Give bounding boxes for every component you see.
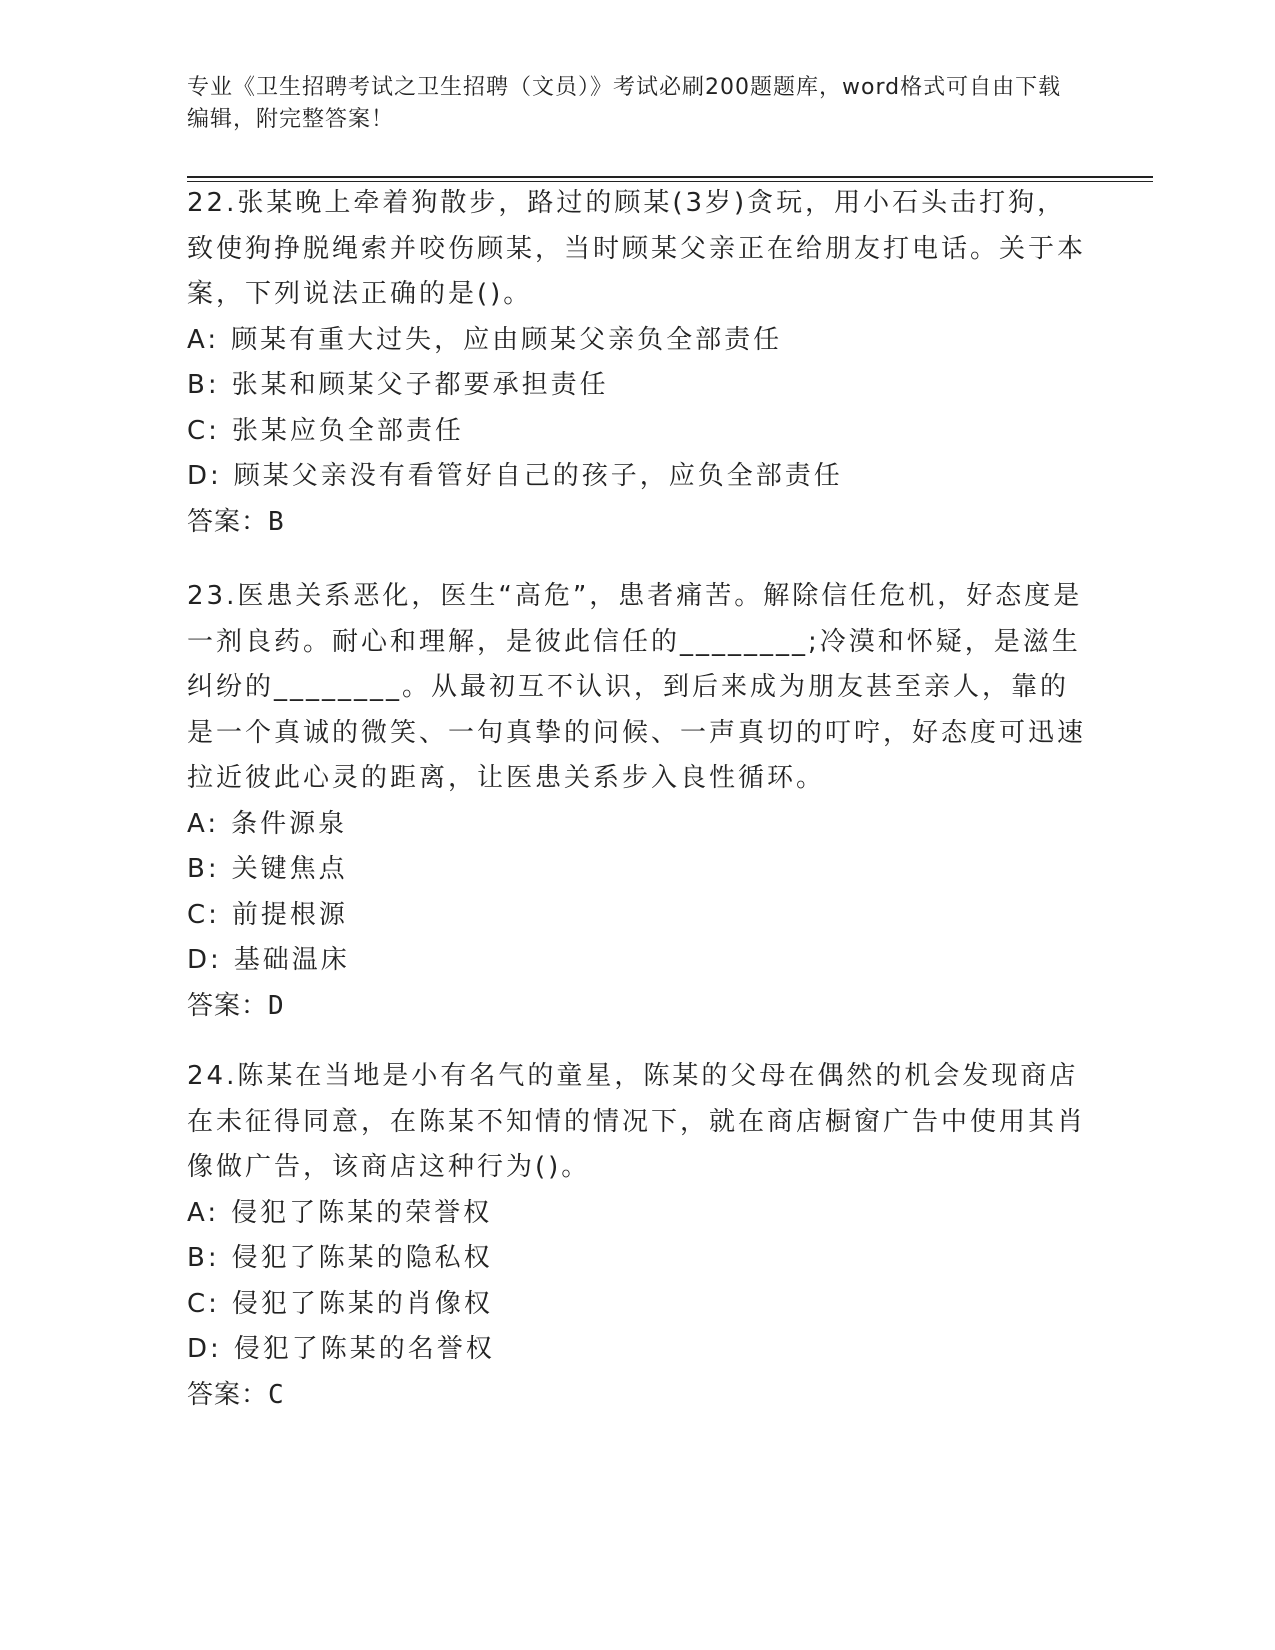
option-b [187, 1236, 1087, 1282]
option-a [187, 1191, 1087, 1237]
option-b [187, 363, 1087, 409]
header-divider-thick [187, 176, 1153, 178]
question-24 [187, 1054, 1087, 1418]
document-header: 专业《卫生招聘考试之卫生招聘（文员）》考试必刷200题题库，word格式可自由下载编辑，附完整答案！ [187, 75, 1062, 132]
option-text: 张某应负全部责任 [231, 415, 464, 446]
option-c [187, 409, 1087, 455]
option-key: C: [187, 415, 220, 446]
option-a [187, 318, 1087, 364]
option-c [187, 893, 1087, 939]
option-b [187, 847, 1087, 893]
option-key: D: [187, 945, 222, 975]
question-text: 23.医患关系恶化，医生“高危”，患者痛苦。解除信任危机，好态度是一剂良药。耐心和理解，是彼此信任的________;冷漠和怀疑，是滋生纠纷的________。从最初互不认识，到后来成为朋友甚至亲人，靠的是一个真诚的微笑、一句真挚的问候、一声真切的叮咛，好态度可迅速拉近彼此心灵的距离，让医患关系步入良性循环。 [187, 581, 1087, 793]
option-text: 顾某父亲没有看管好自己的孩子，应负全部责任 [233, 461, 843, 491]
answer-label: 答案： [187, 506, 269, 537]
option-key: B: [187, 854, 220, 884]
option-d [187, 938, 1087, 984]
option-d [187, 1327, 1087, 1373]
option-text: 侵犯了陈某的名誉权 [233, 1334, 495, 1364]
option-key: C: [187, 899, 220, 930]
option-key: B: [187, 1243, 220, 1273]
option-a [187, 802, 1087, 848]
option-key: A: [187, 324, 220, 355]
question-22 [187, 181, 1087, 545]
option-text: 侵犯了陈某的荣誉权 [231, 1197, 493, 1228]
answer-label: 答案： [187, 990, 269, 1021]
option-c [187, 1282, 1087, 1328]
option-d [187, 454, 1087, 500]
question-text: 24.陈某在当地是小有名气的童星，陈某的父母在偶然的机会发现商店在未征得同意，在陈某不知情的情况下，就在商店橱窗广告中使用其肖像做广告，该商店这种行为()。 [187, 1061, 1087, 1182]
answer-label: 答案： [187, 1379, 269, 1410]
option-text: 顾某有重大过失，应由顾某父亲负全部责任 [231, 324, 783, 355]
option-text: 条件源泉 [231, 808, 348, 839]
answer-line [187, 500, 1087, 546]
option-key: D: [187, 461, 222, 491]
option-text: 侵犯了陈某的隐私权 [231, 1243, 493, 1273]
answer-line [187, 1373, 1087, 1419]
option-key: A: [187, 1197, 220, 1228]
option-key: D: [187, 1334, 222, 1364]
option-key: A: [187, 808, 220, 839]
option-key: B: [187, 370, 220, 400]
answer-value: C [268, 1379, 285, 1410]
question-text: 22.张某晚上牵着狗散步，路过的顾某(3岁)贪玩，用小石头击打狗，致使狗挣脱绳索并咬伤顾某，当时顾某父亲正在给朋友打电话。关于本案，下列说法正确的是()。 [187, 188, 1087, 309]
option-text: 侵犯了陈某的肖像权 [231, 1288, 493, 1319]
option-text: 基础温床 [233, 945, 350, 975]
option-text: 前提根源 [231, 899, 348, 930]
option-key: C: [187, 1288, 220, 1319]
answer-line [187, 984, 1087, 1030]
answer-value: B [268, 506, 285, 537]
answer-value: D [268, 990, 285, 1021]
option-text: 张某和顾某父子都要承担责任 [231, 370, 609, 400]
question-23 [187, 574, 1087, 1029]
option-text: 关键焦点 [231, 854, 348, 884]
